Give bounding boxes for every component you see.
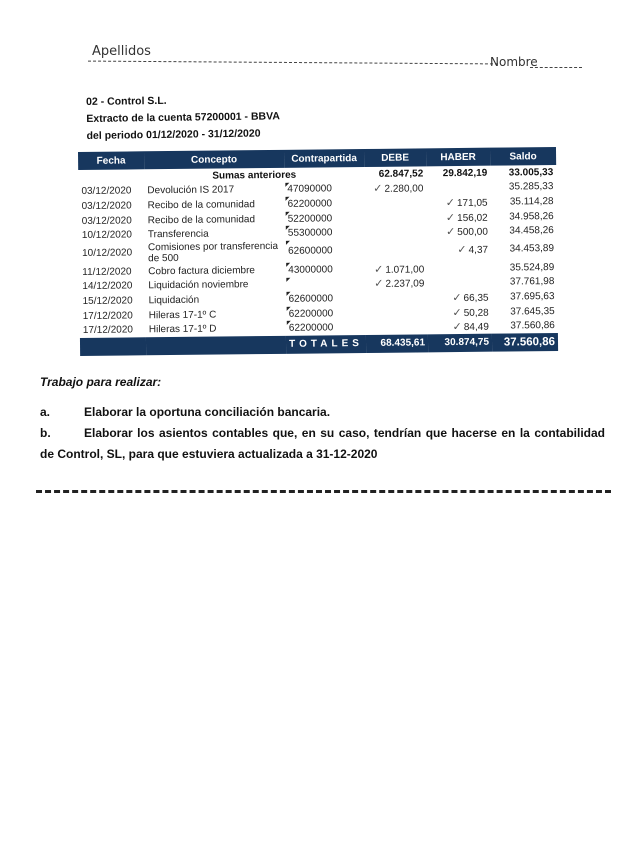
opening-debe: 62.847,52 xyxy=(378,168,424,180)
cell-haber-text: 171,05 xyxy=(456,197,488,210)
cell-saldo xyxy=(492,318,558,333)
cell-saldo-text: 37.761,98 xyxy=(509,276,555,288)
cell-fecha xyxy=(79,293,145,308)
bank-statement-table xyxy=(78,147,558,356)
cell-debe xyxy=(365,210,427,225)
cell-concepto xyxy=(145,277,285,293)
col-header-contrapartida: Contrapartida xyxy=(284,149,364,168)
cell-contrapartida xyxy=(285,225,365,240)
cell-contrapartida xyxy=(284,182,364,197)
cell-fecha-text: 10/12/2020 xyxy=(82,247,133,260)
cell-haber-text: 156,02 xyxy=(457,212,488,224)
cell-contrapartida-text: 55300000 xyxy=(287,227,333,239)
cell-debe xyxy=(366,320,428,335)
cell-concepto-text: Recibo de la comunidad xyxy=(147,213,256,226)
cell-contrapartida-text: 62200000 xyxy=(287,198,333,210)
opening-saldo: 33.005,33 xyxy=(508,166,554,179)
cell-debe xyxy=(366,305,428,320)
cell-haber xyxy=(427,239,491,262)
cell-concepto xyxy=(145,212,285,228)
task-text: Elaborar la oportuna conciliación bancaria. xyxy=(84,405,331,419)
task-text: Elaborar los asientos contables que, en su caso, tendrían que hacerse en la contabilidad de Control, SL, para que estuviera actualizada a 31-12-2020 xyxy=(40,426,605,461)
period-title: del periodo 01/12/2020 - 31/12/2020 xyxy=(86,127,261,142)
cell-saldo xyxy=(492,304,558,319)
nombre-label: Nombre xyxy=(490,55,538,69)
cell-saldo-text: 35.114,28 xyxy=(509,196,554,208)
cell-fecha-text: 03/12/2020 xyxy=(81,215,132,227)
cell-haber xyxy=(426,180,490,195)
check-mark-icon: ✓ xyxy=(452,306,462,319)
cell-contrapartida-text: 43000000 xyxy=(288,264,333,276)
cell-fecha xyxy=(79,213,145,228)
check-mark-icon: ✓ xyxy=(374,263,384,276)
cell-concepto xyxy=(145,263,285,279)
account-title: Extracto de la cuenta 57200001 - BBVA xyxy=(86,110,280,125)
cell-concepto-text: Devolución IS 2017 xyxy=(147,184,235,197)
cell-concepto xyxy=(144,182,284,198)
cell-saldo xyxy=(491,223,557,238)
cell-concepto xyxy=(144,197,284,213)
cell-haber-text: 84,49 xyxy=(463,321,489,334)
opening-haber: 29.842,19 xyxy=(442,167,488,179)
cell-saldo-text: 34.453,89 xyxy=(509,243,555,255)
cell-concepto-text: Hileras 17-1º D xyxy=(148,323,217,336)
cell-contrapartida xyxy=(285,262,365,277)
cell-fecha-text: 14/12/2020 xyxy=(82,280,133,293)
cell-fecha-text: 17/12/2020 xyxy=(82,324,133,337)
cell-fecha-text: 17/12/2020 xyxy=(82,309,133,322)
cell-saldo-text: 34.458,26 xyxy=(509,225,554,237)
cell-saldo xyxy=(491,275,557,290)
col-header-concepto: Concepto xyxy=(144,150,284,169)
dashed-separator xyxy=(36,490,611,493)
cell-concepto-text: Comisiones por transferencia de 500 xyxy=(147,240,279,265)
cell-fecha-text: 10/12/2020 xyxy=(81,229,132,242)
cell-fecha-text: 03/12/2020 xyxy=(81,185,132,198)
cell-debe-text: 2.237,09 xyxy=(385,278,425,291)
cell-debe xyxy=(364,181,426,196)
cell-concepto-text: Liquidación xyxy=(148,294,200,307)
cell-saldo xyxy=(491,289,557,304)
cell-fecha-text: 11/12/2020 xyxy=(82,266,132,278)
check-mark-icon: ✓ xyxy=(445,197,456,210)
cell-concepto xyxy=(146,307,286,323)
cell-fecha xyxy=(79,264,145,279)
nombre-field[interactable] xyxy=(530,67,582,68)
cell-contrapartida xyxy=(285,277,365,292)
cell-concepto xyxy=(146,321,286,337)
cell-contrapartida xyxy=(285,240,365,263)
cell-contrapartida-text: 62200000 xyxy=(288,322,334,334)
cell-debe xyxy=(364,196,426,211)
cell-debe xyxy=(365,261,427,276)
cell-concepto-text: Hileras 17-1º C xyxy=(148,309,217,321)
task-letter: b. xyxy=(40,426,51,440)
cell-haber xyxy=(427,209,491,224)
cell-haber xyxy=(427,290,491,305)
cell-contrapartida xyxy=(285,291,365,306)
cell-saldo xyxy=(490,194,556,209)
cell-saldo xyxy=(491,260,557,275)
cell-debe-text: 1.071,00 xyxy=(385,264,425,276)
statement-header xyxy=(86,91,280,145)
cell-fecha-text: 03/12/2020 xyxy=(81,200,132,212)
totals-label: TOTALES xyxy=(286,335,366,354)
cell-saldo-text: 37.695,63 xyxy=(509,290,555,303)
check-mark-icon: ✓ xyxy=(445,211,456,224)
cell-fecha xyxy=(79,279,145,294)
cell-contrapartida-text: 52200000 xyxy=(287,212,333,225)
cell-contrapartida xyxy=(286,306,366,321)
check-mark-icon: ✓ xyxy=(452,321,462,334)
cell-saldo-text: 37.645,35 xyxy=(510,305,555,318)
cell-debe xyxy=(365,225,427,240)
cell-fecha xyxy=(79,242,145,265)
cell-fecha xyxy=(78,198,144,213)
cell-haber-text: 66,35 xyxy=(463,292,489,304)
opening-label: Sumas anteriores xyxy=(212,169,297,182)
cell-haber xyxy=(427,224,491,239)
cell-contrapartida xyxy=(285,211,365,226)
apellidos-label: Apellidos xyxy=(92,44,151,59)
totals-debe: 68.435,61 xyxy=(366,334,428,353)
task-item xyxy=(40,423,605,465)
col-header-haber: HABER xyxy=(426,148,490,167)
cell-haber xyxy=(427,275,491,290)
totals-haber: 30.874,75 xyxy=(428,334,492,353)
cell-contrapartida-text: 62600000 xyxy=(288,293,334,305)
cell-saldo xyxy=(490,180,556,195)
cell-concepto xyxy=(145,241,285,264)
cell-contrapartida xyxy=(284,196,364,211)
cell-haber-text: 50,28 xyxy=(463,307,489,319)
totals-row xyxy=(80,333,558,356)
check-mark-icon: ✓ xyxy=(374,278,384,291)
cell-haber-text: 4,37 xyxy=(468,245,489,257)
tasks-heading: Trabajo para realizar: xyxy=(40,375,162,389)
cell-concepto-text: Transferencia xyxy=(147,228,209,241)
cell-fecha xyxy=(80,308,146,323)
cell-concepto-text: Liquidación noviembre xyxy=(148,279,249,292)
cell-concepto xyxy=(145,226,285,242)
cell-haber xyxy=(428,304,492,319)
cell-contrapartida xyxy=(286,320,366,335)
check-mark-icon: ✓ xyxy=(373,183,383,196)
check-mark-icon: ✓ xyxy=(445,226,456,239)
cell-fecha xyxy=(79,228,145,243)
cell-concepto xyxy=(145,292,285,308)
apellidos-field[interactable] xyxy=(88,61,498,65)
col-header-saldo: Saldo xyxy=(490,147,556,166)
cell-saldo-text: 37.560,86 xyxy=(510,320,555,332)
cell-haber xyxy=(428,319,492,334)
company-name: 02 - Control S.L. xyxy=(86,94,167,108)
cell-fecha xyxy=(80,323,146,338)
cell-saldo-text: 35.524,89 xyxy=(509,261,555,274)
totals-saldo: 37.560,86 xyxy=(492,333,558,352)
cell-saldo-text: 34.958,26 xyxy=(509,210,554,223)
col-header-fecha: Fecha xyxy=(78,151,144,170)
cell-debe xyxy=(365,239,427,262)
task-letter: a. xyxy=(40,405,51,419)
cell-fecha xyxy=(78,184,144,199)
cell-haber xyxy=(426,195,490,210)
cell-saldo-text: 35.285,33 xyxy=(508,181,554,193)
cell-saldo xyxy=(491,209,557,224)
check-mark-icon: ✓ xyxy=(457,244,467,257)
cell-debe xyxy=(365,276,427,291)
cell-saldo xyxy=(491,238,557,261)
cell-fecha-text: 15/12/2020 xyxy=(82,295,133,307)
cell-contrapartida-text: 62200000 xyxy=(288,307,334,320)
cell-concepto-text: Recibo de la comunidad xyxy=(147,199,255,212)
cell-debe xyxy=(365,291,427,306)
task-item xyxy=(40,402,605,423)
check-mark-icon: ✓ xyxy=(452,291,462,305)
cell-haber-text: 500,00 xyxy=(457,226,488,239)
cell-concepto-text: Cobro factura diciembre xyxy=(148,264,256,278)
cell-contrapartida-text: 47090000 xyxy=(287,183,332,196)
cell-contrapartida-text: 62600000 xyxy=(287,245,333,258)
col-header-debe: DEBE xyxy=(364,148,426,167)
cell-debe-text: 2.280,00 xyxy=(384,183,424,196)
cell-haber xyxy=(427,261,491,276)
